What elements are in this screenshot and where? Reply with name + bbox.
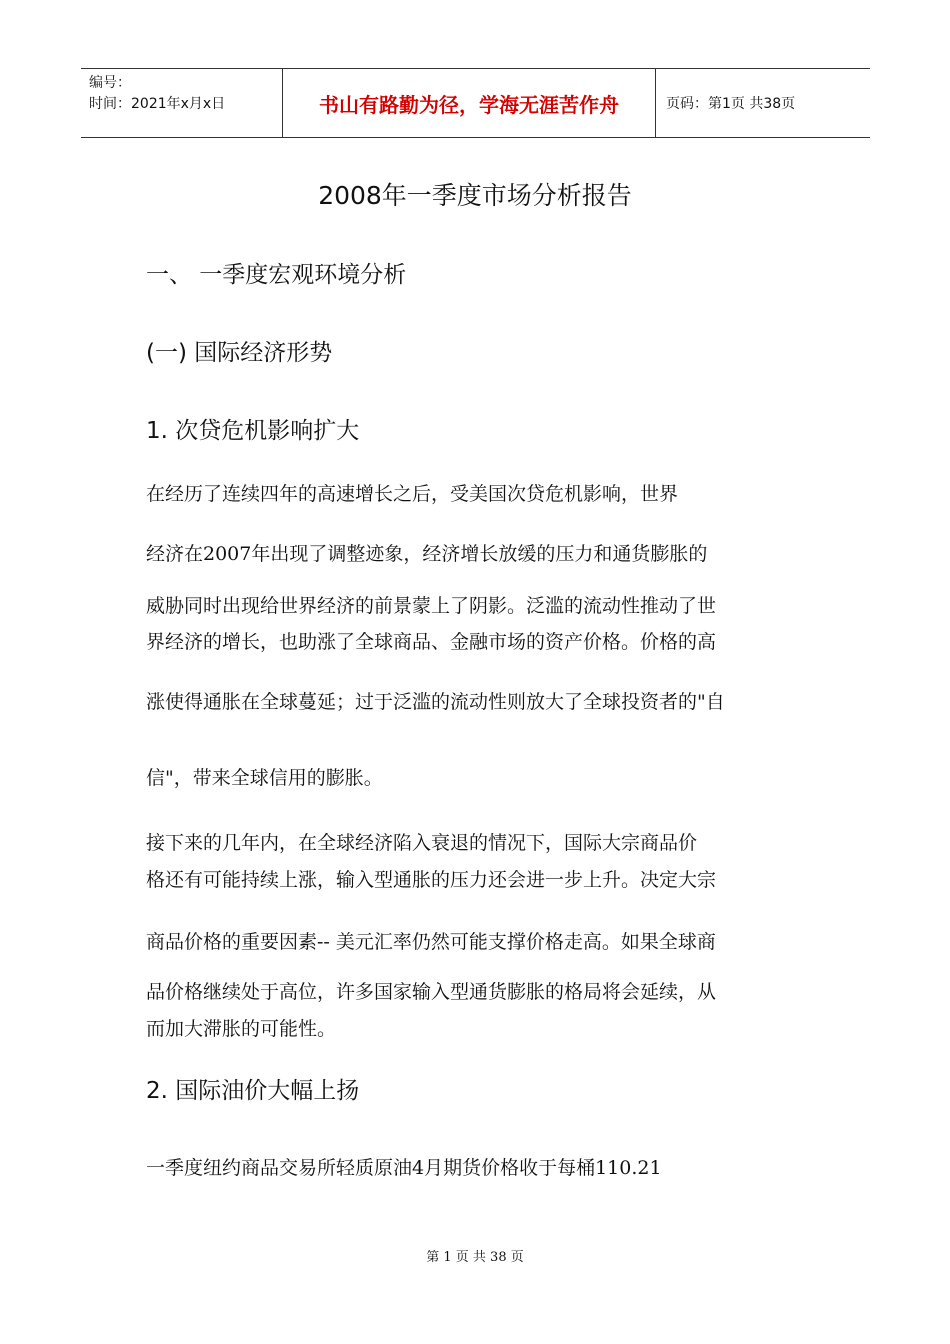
- header-meta-cell: [81, 69, 282, 137]
- header-page-info: 页码：第1页 共38页: [666, 96, 796, 112]
- section-heading: 一、 一季度宏观环境分析: [146, 262, 407, 288]
- paragraph-2-line-2: 格还有可能持续上涨，输入型通胀的压力还会进一步上升。决定大宗: [146, 869, 717, 891]
- header-date-label: 时间：2021年x月x日: [89, 96, 226, 112]
- page-footer: 第 1 页 共 38 页: [426, 1250, 524, 1265]
- paragraph-1-line-4: 界经济的增长，也助涨了全球商品、金融市场的资产价格。价格的高: [146, 631, 717, 653]
- paragraph-2-line-1: 接下来的几年内，在全球经济陷入衰退的情况下，国际大宗商品价: [146, 832, 698, 854]
- paragraph-3-line-1: 一季度纽约商品交易所轻质原油4月期货价格收于每桶110.21: [146, 1157, 662, 1179]
- paragraph-1-line-2: 经济在2007年出现了调整迹象，经济增长放缓的压力和通货膨胀的: [146, 543, 708, 565]
- header-motto: 书山有路勤为径，学海无涯苦作舟: [282, 69, 656, 137]
- header-table: [81, 68, 870, 138]
- paragraph-2-line-4: 品价格继续处于高位，许多国家输入型通货膨胀的格局将会延续，从: [146, 981, 717, 1003]
- item-heading-1: 1. 次贷危机影响扩大: [146, 418, 360, 444]
- subsection-heading: (一) 国际经济形势: [146, 340, 333, 366]
- paragraph-1-line-3: 威胁同时出现给世界经济的前景蒙上了阴影。泛滥的流动性推动了世: [146, 595, 717, 617]
- paragraph-2-line-5: 而加大滞胀的可能性。: [146, 1018, 337, 1040]
- paragraph-1-line-5: 涨使得通胀在全球蔓延；过于泛滥的流动性则放大了全球投资者的"自: [146, 691, 725, 713]
- header-number-label: 编号：: [89, 75, 131, 91]
- document-title: 2008年一季度市场分析报告: [318, 181, 632, 210]
- item-heading-2: 2. 国际油价大幅上扬: [146, 1078, 360, 1104]
- paragraph-1-line-6: 信"，带来全球信用的膨胀。: [146, 767, 383, 789]
- paragraph-2-line-3: 商品价格的重要因素-- 美元汇率仍然可能支撑价格走高。如果全球商: [146, 931, 716, 953]
- paragraph-1-line-1: 在经历了连续四年的高速增长之后，受美国次贷危机影响，世界: [146, 483, 679, 505]
